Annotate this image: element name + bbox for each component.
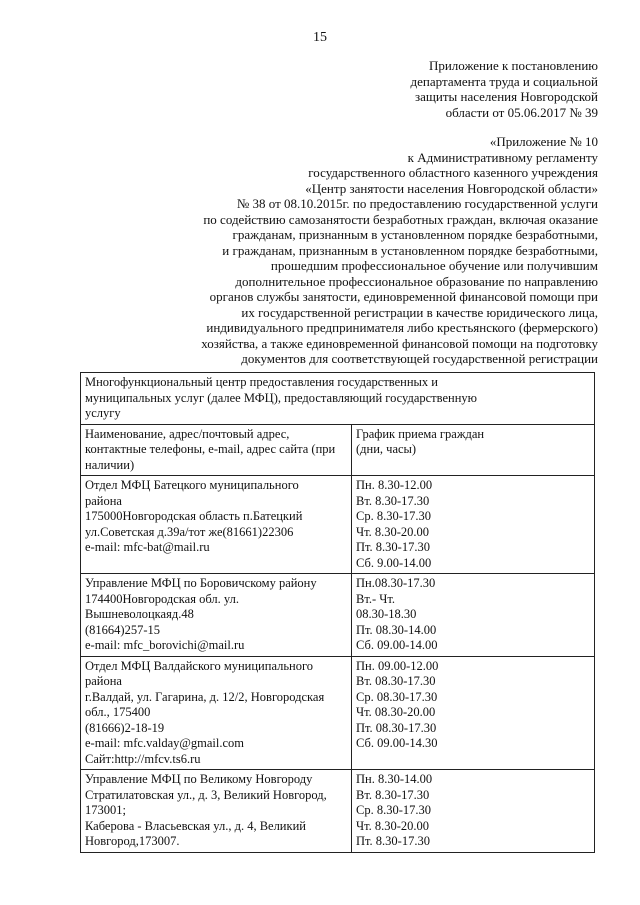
mfc-office-contacts (81, 574, 352, 657)
annex-header (411, 58, 598, 120)
text-line: департамента труда и социальной (410, 73, 598, 89)
text-line: г.Валдай, ул. Гагарина, д. 12/2, Новгородская (85, 689, 325, 704)
text-line: Чт. 8.30-20.00 (356, 818, 430, 833)
mfc-office-schedule (352, 656, 595, 770)
text-line: области от 05.06.2017 № 39 (445, 104, 598, 120)
text-line: Пт. 8.30-17.30 (356, 540, 430, 554)
text-line: обл., 175400 (85, 705, 151, 719)
text-line: Сб. 09.00-14.30 (356, 736, 438, 750)
text-line: хозяйства, а также единовременной финансовой помощи на подготовку (201, 335, 598, 351)
text-line: Пн.08.30-17.30 (356, 576, 436, 590)
text-line: 174400Новгородская обл. ул. (85, 591, 239, 606)
text-line: Приложение к постановлению (428, 58, 598, 73)
text-line: Управление МФЦ по Великому Новгороду (85, 772, 313, 786)
text-line: Новгород,173007. (85, 834, 180, 848)
text-line: услугу (85, 406, 121, 420)
mfc-office-contacts (81, 656, 352, 770)
mfc-office-contacts (81, 770, 352, 853)
text-line: (81664)257-15 (85, 622, 160, 637)
text-line: Отдел МФЦ Батецкого муниципального (85, 478, 299, 492)
text-line: Пн. 09.00-12.00 (356, 658, 439, 673)
text-line: Вт. 08.30-17.30 (356, 674, 436, 688)
text-line: Управление МФЦ по Боровичскому району (85, 576, 317, 590)
text-line: e-mail: mfc.valday@gmail.com (85, 736, 245, 750)
text-line: Ср. 8.30-17.30 (356, 803, 431, 817)
text-line: (дни, часы) (356, 442, 417, 456)
text-line: государственного областного казенного учреждения (308, 165, 598, 180)
text-line: 08.30-18.30 (356, 607, 417, 621)
table-row (81, 770, 595, 853)
table-title (81, 373, 595, 425)
text-line: прошедшим профессиональное обучение или получившим (270, 258, 598, 273)
text-line: Вт. 8.30-17.30 (356, 493, 430, 508)
text-line: Многофункциональный центр предоставления государственных и (85, 375, 438, 389)
text-line: Пн. 8.30-14.00 (356, 772, 433, 786)
text-line: и гражданам, признанным в установленном порядке безработными, (222, 242, 598, 258)
header-contacts (81, 424, 352, 476)
text-line: Ср. 08.30-17.30 (356, 689, 438, 704)
mfc-office-schedule (352, 574, 595, 657)
text-line: Чт. 8.30-20.00 (356, 524, 430, 539)
text-line: Вт. 8.30-17.30 (356, 787, 430, 802)
text-line: Пт. 8.30-17.30 (356, 834, 430, 848)
text-line: индивидуального предпринимателя либо крестьянского (фермерского) (206, 320, 598, 335)
text-line: Вышневолоцкаяд.48 (85, 607, 194, 621)
text-line: Стратилатовская ул., д. 3, Великий Новгород, (85, 787, 327, 802)
text-line: График приема граждан (356, 426, 485, 441)
text-line: «Приложение № 10 (489, 134, 598, 149)
text-line: Чт. 08.30-20.00 (356, 705, 436, 719)
text-line: Пт. 08.30-17.30 (356, 720, 437, 735)
table-title-row (81, 373, 595, 425)
text-line: Вт.- Чт. (356, 591, 396, 606)
text-line: 173001; (85, 803, 126, 817)
text-line: их государственной регистрации в качестве юридического лица, (241, 304, 598, 320)
text-line: муниципальных услуг (далее МФЦ), предоставляющий государственную (85, 390, 477, 405)
text-line: Каберова - Власьевская ул., д. 4, Великий (85, 818, 306, 833)
text-line: e-mail: mfc-bat@mail.ru (85, 540, 210, 554)
page-number: 15 (313, 30, 327, 45)
mfc-office-schedule (352, 476, 595, 574)
mfc-office-contacts (81, 476, 352, 574)
text-line: наличии) (85, 457, 135, 472)
text-line: дополнительное профессиональное образование по направлению (235, 273, 598, 289)
text-line: Пт. 08.30-14.00 (356, 622, 437, 637)
text-line: Отдел МФЦ Валдайского муниципального (85, 658, 314, 673)
text-line: «Центр занятости населения Новгородской области» (305, 180, 598, 196)
text-line: ул.Советская д.39а/тот же(81661)22306 (85, 524, 294, 539)
text-line: № 38 от 08.10.2015г. по предоставлению государственной услуги (236, 196, 598, 211)
text-line: e-mail: mfc_borovichi@mail.ru (85, 638, 245, 652)
text-line: Сб. 09.00-14.00 (356, 638, 438, 652)
text-line: защиты населения Новгородской (414, 89, 598, 104)
text-line: Ср. 8.30-17.30 (356, 509, 431, 523)
text-line: к Административному регламенту (407, 149, 598, 165)
text-line: Сб. 9.00-14.00 (356, 555, 432, 570)
text-line: Сайт:http://mfcv.ts6.ru (85, 751, 201, 766)
text-line: района (85, 493, 122, 508)
text-line: района (85, 674, 122, 688)
text-line: (81666)2-18-19 (85, 720, 165, 735)
table-row (81, 574, 595, 657)
text-line: 175000Новгородская область п.Батецкий (85, 509, 303, 523)
text-line: Наименование, адрес/почтовый адрес, (85, 426, 290, 441)
mfc-table (80, 372, 595, 853)
table-row (81, 656, 595, 770)
text-line: по содействию самозанятости безработных граждан, включая оказание (203, 211, 598, 227)
regulation-annex-header (201, 134, 598, 367)
table-header-row (81, 424, 595, 476)
text-line: гражданам, признанным в установленном порядке безработными, (232, 227, 598, 242)
mfc-office-schedule (352, 770, 595, 853)
text-line: документов для соответствующей государственной регистрации (241, 351, 598, 366)
text-line: контактные телефоны, e-mail, адрес сайта (при (85, 442, 336, 456)
header-schedule (352, 424, 595, 476)
table-row (81, 476, 595, 574)
text-line: Пн. 8.30-12.00 (356, 478, 433, 492)
text-line: органов службы занятости, единовременной финансовой помощи при (209, 289, 598, 304)
